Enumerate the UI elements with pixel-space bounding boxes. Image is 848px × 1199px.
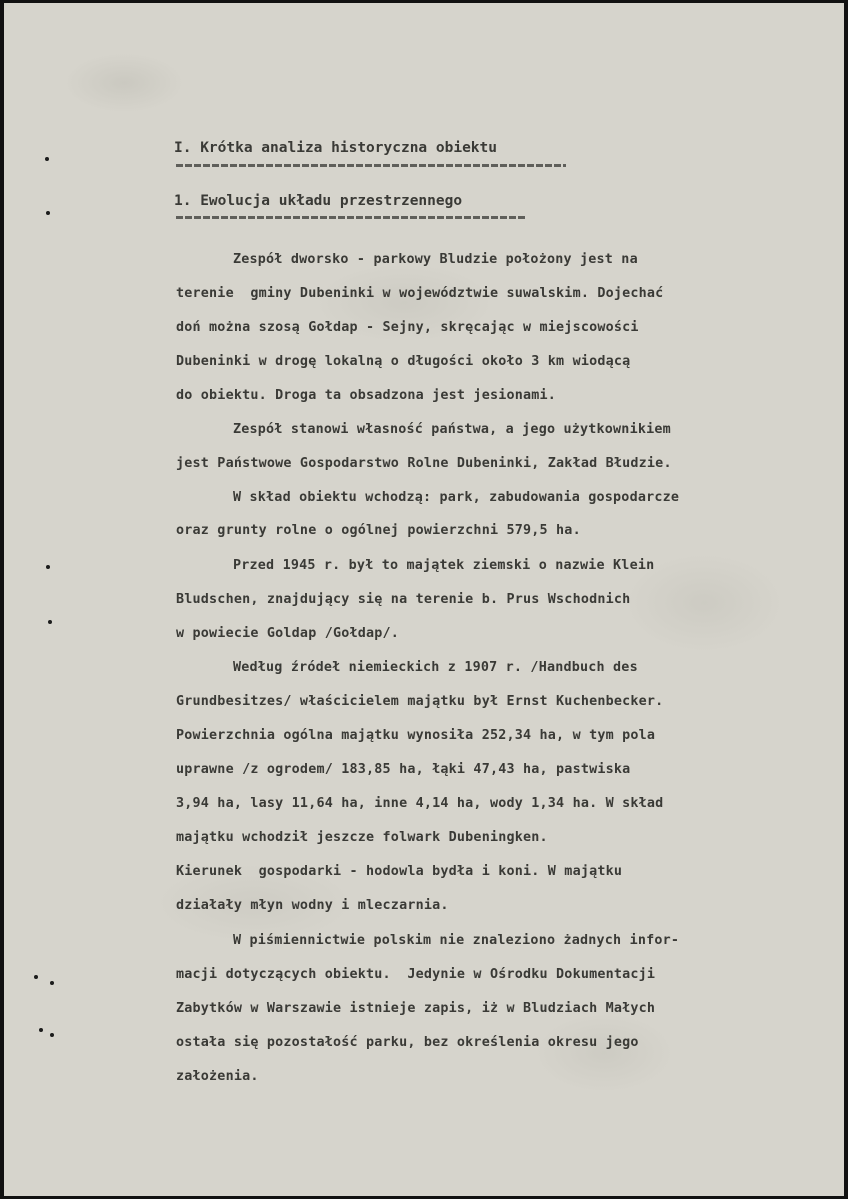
document-page — [4, 3, 844, 1196]
body-line: Zespół stanowi własność państwa, a jego użytkownikiem — [233, 422, 671, 437]
margin-dot — [39, 1028, 43, 1032]
body-line: w powiecie Goldap /Gołdap/. — [176, 626, 400, 641]
body-line: majątku wchodził jeszcze folwark Dubeningken. — [176, 830, 548, 845]
margin-dot — [34, 975, 38, 979]
body-line: Przed 1945 r. był to majątek ziemski o nazwie Klein — [233, 558, 655, 573]
body-line: Grundbesitzes/ właścicielem majątku był Ernst Kuchenbecker. — [176, 694, 664, 709]
body-line: działały młyn wodny i mleczarnia. — [176, 898, 449, 913]
margin-dot — [46, 211, 50, 215]
subsection-heading-underline — [176, 216, 526, 219]
body-line: Zabytków w Warszawie istnieje zapis, iż w Bludziach Małych — [176, 1001, 656, 1016]
body-line: doń można szosą Gołdap - Sejny, skręcając w miejscowości — [176, 320, 639, 335]
margin-dot — [50, 1033, 54, 1037]
body-line: jest Państwowe Gospodarstwo Rolne Dubeninki, Zakład Błudzie. — [176, 456, 672, 471]
body-line: Bludschen, znajdujący się na terenie b. Prus Wschodnich — [176, 592, 631, 607]
body-line: ostała się pozostałość parku, bez określenia okresu jego — [176, 1035, 639, 1050]
body-line: Zespół dworsko - parkowy Bludzie położony jest na — [233, 252, 638, 267]
body-line: Według źródeł niemieckich z 1907 r. /Handbuch des — [233, 660, 638, 675]
section-heading-underline — [176, 164, 566, 167]
section-heading: I. Krótka analiza historyczna obiektu — [174, 140, 498, 156]
margin-dot — [46, 565, 50, 569]
body-line: W piśmiennictwie polskim nie znaleziono żadnych infor- — [233, 933, 680, 948]
body-line: W skład obiektu wchodzą: park, zabudowania gospodarcze — [233, 490, 680, 505]
body-line: do obiektu. Droga ta obsadzona jest jesionami. — [176, 388, 557, 403]
body-line: Powierzchnia ogólna majątku wynosiła 252,34 ha, w tym pola — [176, 728, 656, 743]
subsection-heading: 1. Ewolucja układu przestrzennego — [174, 193, 463, 209]
body-line: założenia. — [176, 1069, 259, 1084]
body-line: macji dotyczących obiektu. Jedynie w Ośrodku Dokumentacji — [176, 967, 656, 982]
body-line: oraz grunty rolne o ogólnej powierzchni 579,5 ha. — [176, 523, 581, 538]
body-line: Dubeninki w drogę lokalną o długości około 3 km wiodącą — [176, 354, 631, 369]
margin-dot — [48, 620, 52, 624]
margin-dot — [50, 981, 54, 985]
margin-dot — [45, 157, 49, 161]
body-line: Kierunek gospodarki - hodowla bydła i koni. W majątku — [176, 864, 623, 879]
body-line: terenie gminy Dubeninki w województwie suwalskim. Dojechać — [176, 286, 664, 301]
body-line: 3,94 ha, lasy 11,64 ha, inne 4,14 ha, wody 1,34 ha. W skład — [176, 796, 664, 811]
body-line: uprawne /z ogrodem/ 183,85 ha, łąki 47,43 ha, pastwiska — [176, 762, 631, 777]
